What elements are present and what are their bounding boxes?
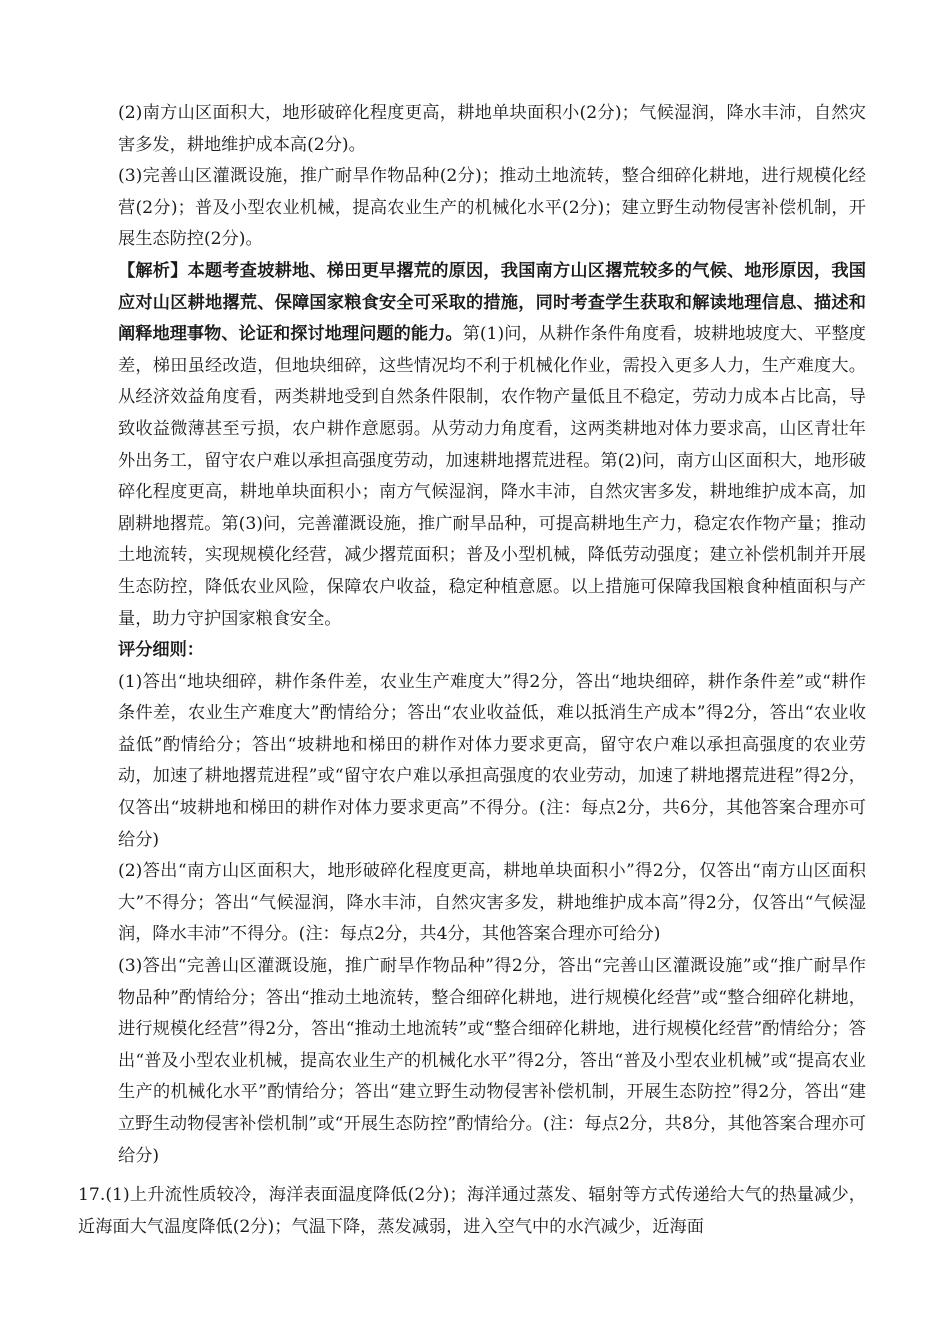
grading-rule-2: (2)答出“南方山区面积大，地形破碎化程度更高，耕地单块面积小”得2分，仅答出“南方山区面积大”不得分；答出“气候湿润，降水丰沛，自然灾害多发，耕地维护成本高”得2分，仅答出“气候湿润，降水丰沛”不得分。(注：每点2分，共4分，其他答案合理亦可给分) [118, 861, 866, 945]
grading-title: 评分细则： [118, 640, 204, 661]
answer-body [118, 98, 866, 1172]
answer-part-2: (2)南方山区面积大，地形破碎化程度更高，耕地单块面积小(2分)；气候湿润，降水丰沛，自然灾害多发，耕地维护成本高(2分)。 [118, 103, 866, 155]
question-17-text: (1)上升流性质较冷，海洋表面温度降低(2分)；海洋通过蒸发、辐射等方式传递给大气的热量减少，近海面大气温度降低(2分)；气温下降，蒸发减弱，进入空气中的水汽减少，近海面 [78, 1185, 866, 1237]
grading-rule-3: (3)答出“完善山区灌溉设施，推广耐旱作物品种”得2分，答出“完善山区灌溉设施”或“推广耐旱作物品种”酌情给分；答出“推动土地流转，整合细碎化耕地，进行规模化经营”或“整合细碎化耕地，进行规模化经营”得2分，答出“推动土地流转”或“整合细碎化耕地，进行规模化经营”酌情给分；答出“普及小型农业机械，提高农业生产的机械化水平”得2分，答出“普及小型农业机械”或“提高农业生产的机械化水平”酌情给分；答出“建立野生动物侵害补偿机制，开展生态防控”得2分，答出“建立野生动物侵害补偿机制”或“开展生态防控”酌情给分。(注：每点2分，共8分，其他答案合理亦可给分) [118, 956, 866, 1166]
question-17 [78, 1180, 866, 1243]
answer-part-3: (3)完善山区灌溉设施，推广耐旱作物品种(2分)；推动土地流转，整合细碎化耕地，进行规模化经营(2分)；普及小型农业机械，提高农业生产的机械化水平(2分)；建立野生动物侵害补偿机制，开展生态防控(2分)。 [118, 166, 866, 250]
analysis-heading: 【解析】本题考查坡耕地、梯田更早撂荒的原因，我国南方山区撂荒较多的气候、地形原因，我国应对山区耕地撂荒、保障国家粮食安全可采取的措施，同时考查学生获取和解读地理信息、描述和阐释地理事物、论证和探讨地理问题的能力。 [118, 260, 866, 345]
analysis-paragraph [118, 256, 866, 635]
grading-rule-1: (1)答出“地块细碎，耕作条件差，农业生产难度大”得2分，答出“地块细碎，耕作条件差”或“耕作条件差，农业生产难度大”酌情给分；答出“农业收益低，难以抵消生产成本”得2分，答出“农业收益低”酌情给分；答出“坡耕地和梯田的耕作对体力要求更高，留守农户难以承担高强度的农业劳动，加速了耕地撂荒进程”或“留守农户难以承担高强度的农业劳动，加速了耕地撂荒进程”得2分，仅答出“坡耕地和梯田的耕作对体力要求更高”不得分。(注：每点2分，共6分，其他答案合理亦可给分) [118, 671, 866, 850]
question-number: 17. [78, 1185, 106, 1205]
analysis-body: 第(1)问，从耕作条件角度看，坡耕地坡度大、平整度差，梯田虽经改造，但地块细碎，这些情况均不利于机械化作业，需投入更多人力，生产难度大。从经济效益角度看，两类耕地受到自然条件限制，农作物产量低且不稳定，劳动力成本占比高，导致收益微薄甚至亏损，农户耕作意愿弱。从劳动力角度看，这两类耕地对体力要求高，山区青壮年外出务工，留守农户难以承担高强度劳动，加速耕地撂荒进程。第(2)问，南方山区面积大，地形破碎化程度更高，耕地单块面积小；南方气候湿润，降水丰沛，自然灾害多发，耕地维护成本高，加剧耕地撂荒。第(3)问，完善灌溉设施，推广耐旱品种，可提高耕地生产力，稳定农作物产量；推动土地流转，实现规模化经营，减少撂荒面积；普及小型机械，降低劳动强度；建立补偿机制并开展生态防控，降低农业风险，保障农户收益，稳定种植意愿。以上措施可保障我国粮食种植面积与产量，助力守护国家粮食安全。 [118, 324, 866, 629]
